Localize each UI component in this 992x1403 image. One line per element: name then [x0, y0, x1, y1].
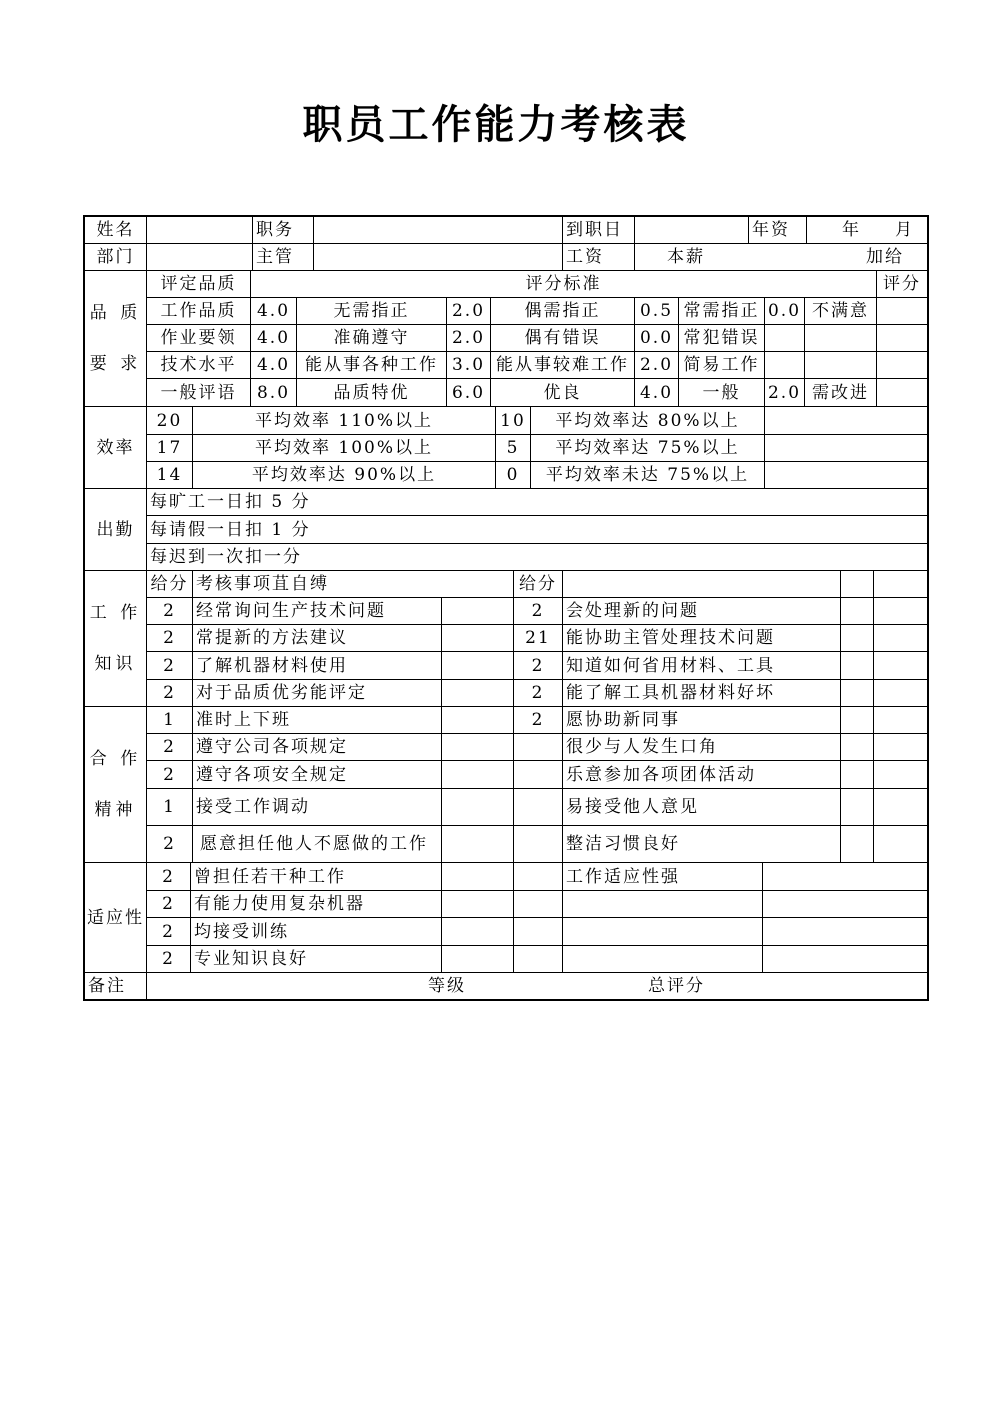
cooperation-item: 接受工作调动: [192, 788, 442, 826]
blank-cell: [441, 597, 514, 625]
quality-level-desc: 常犯错误: [678, 324, 765, 352]
knowledge-score-header-right: 给分: [513, 570, 563, 598]
quality-level-desc: 无需指正: [296, 297, 447, 325]
attendance-section-label: 出勤: [84, 488, 147, 571]
blank-cell: [441, 706, 514, 734]
name-value-cell: [146, 216, 253, 244]
quality-level-desc: 偶有错误: [490, 324, 635, 352]
knowledge-section-label-line1: 工 作: [89, 603, 142, 623]
adaptability-score: 2: [146, 862, 191, 891]
cooperation-section-label: [84, 706, 147, 863]
knowledge-item: 会处理新的问题: [562, 597, 841, 625]
quality-level-score: 0.0: [634, 324, 679, 352]
blank-cell: [562, 917, 763, 946]
quality-item-header: 评定品质: [146, 270, 251, 298]
blank-cell: [840, 760, 874, 789]
knowledge-item-header: 考核事项苴自缚: [192, 570, 514, 598]
knowledge-section-label: [84, 570, 147, 707]
blank-cell: [441, 890, 514, 918]
adaptability-score: 2: [146, 945, 191, 973]
salary-label: 工资: [562, 243, 635, 271]
attendance-rule: 每旷工一日扣 5 分: [146, 488, 928, 516]
knowledge-score: 2: [513, 651, 563, 680]
cooperation-score: 2: [513, 706, 563, 734]
name-label: 姓名: [84, 216, 147, 244]
blank-cell: [441, 760, 514, 789]
knowledge-section-label-line2: 知识: [94, 654, 137, 674]
knowledge-item: 了解机器材料使用: [192, 651, 442, 680]
quality-level-score: 2.0: [446, 297, 491, 325]
quality-item: 一般评语: [146, 378, 251, 407]
quality-score-cell: [876, 324, 928, 352]
blank-cell: [840, 733, 874, 761]
blank-cell: [762, 862, 928, 891]
knowledge-score-header: 给分: [146, 570, 193, 598]
efficiency-desc: 平均效率达 80%以上: [530, 406, 765, 435]
blank-cell: [804, 351, 877, 379]
blank-cell: [873, 624, 928, 652]
quality-level-score: 4.0: [250, 324, 297, 352]
base-pay-label: 本薪: [667, 247, 705, 267]
hire-date-value-cell: [634, 216, 749, 244]
blank-cell: [804, 324, 877, 352]
blank-cell: [840, 679, 874, 707]
cooperation-score: 1: [146, 706, 193, 734]
quality-item: 作业要领: [146, 324, 251, 352]
cooperation-section-label-line2: 精神: [94, 800, 137, 820]
blank-cell: [873, 788, 928, 826]
adaptability-item: 曾担任若干种工作: [190, 862, 442, 891]
cooperation-item: 遵守各项安全规定: [192, 760, 442, 789]
quality-level-desc: 能从事较难工作: [490, 351, 635, 379]
blank-cell: [873, 597, 928, 625]
efficiency-score: 0: [495, 461, 531, 489]
quality-item: 工作品质: [146, 297, 251, 325]
quality-section-label-line2: 要 求: [89, 354, 142, 374]
seniority-month-unit: 月: [895, 220, 914, 240]
cooperation-score-cell: [513, 788, 563, 826]
knowledge-score: 2: [146, 624, 193, 652]
attendance-rule: 每请假一日扣 1 分: [146, 515, 928, 544]
blank-cell: [840, 570, 874, 598]
knowledge-score: 2: [513, 597, 563, 625]
salary-value-cell: [634, 243, 928, 271]
blank-cell: [513, 917, 563, 946]
blank-cell: [840, 651, 874, 680]
blank-cell: [873, 825, 928, 863]
blank-cell: [441, 788, 514, 826]
cooperation-score-cell: [513, 825, 563, 863]
knowledge-score: 2: [146, 597, 193, 625]
blank-cell: [873, 570, 928, 598]
efficiency-desc: 平均效率达 75%以上: [530, 434, 765, 462]
blank-cell: [441, 624, 514, 652]
quality-level-score: 4.0: [250, 351, 297, 379]
efficiency-score: 17: [146, 434, 193, 462]
blank-cell: [873, 706, 928, 734]
allowance-label: 加给: [866, 247, 904, 267]
cooperation-item: 易接受他人意见: [562, 788, 841, 826]
efficiency-desc: 平均效率 110%以上: [192, 406, 496, 435]
knowledge-item: 对于品质优劣能评定: [192, 679, 442, 707]
attendance-rule: 每迟到一次扣一分: [146, 543, 928, 571]
efficiency-score-cell: [764, 461, 928, 489]
knowledge-item: 知道如何省用材料、工具: [562, 651, 841, 680]
blank-cell: [762, 890, 928, 918]
supervisor-value-cell: [313, 243, 563, 271]
seniority-year-unit: 年: [842, 220, 861, 240]
quality-level-score: 2.0: [446, 324, 491, 352]
quality-level-desc: 偶需指正: [490, 297, 635, 325]
adaptability-score: 2: [146, 917, 191, 946]
blank-cell: [762, 945, 928, 973]
quality-score-header: 评分: [876, 270, 928, 298]
blank-cell: [513, 862, 563, 891]
position-label: 职务: [252, 216, 314, 244]
cooperation-item: 遵守公司各项规定: [192, 733, 442, 761]
knowledge-score: 2: [146, 651, 193, 680]
cooperation-item: 乐意参加各项团体活动: [562, 760, 841, 789]
hire-date-label: 到职日: [562, 216, 635, 244]
blank-cell: [840, 706, 874, 734]
efficiency-score: 5: [495, 434, 531, 462]
remarks-cell: [146, 972, 928, 1000]
quality-score-cell: [876, 297, 928, 325]
blank-cell: [873, 733, 928, 761]
quality-score-cell: [876, 378, 928, 407]
cooperation-item: 愿意担任他人不愿做的工作: [192, 825, 442, 863]
quality-level-desc: 一般: [678, 378, 765, 407]
department-label: 部门: [84, 243, 147, 271]
cooperation-score: 2: [146, 825, 193, 863]
cooperation-item: 准时上下班: [192, 706, 442, 734]
adaptability-item: 均接受训练: [190, 917, 442, 946]
knowledge-score: 2: [513, 679, 563, 707]
adaptability-item: 专业知识良好: [190, 945, 442, 973]
quality-section-label: [84, 270, 147, 407]
blank-cell: [441, 917, 514, 946]
blank-cell: [873, 760, 928, 789]
remarks-label: 备注: [84, 972, 147, 1000]
blank-cell: [562, 945, 763, 973]
cooperation-item: 愿协助新同事: [562, 706, 841, 734]
efficiency-section-label: 效率: [84, 406, 147, 489]
cooperation-item: 很少与人发生口角: [562, 733, 841, 761]
efficiency-score: 20: [146, 406, 193, 435]
knowledge-item: 能了解工具机器材料好坏: [562, 679, 841, 707]
quality-level-score: 4.0: [250, 297, 297, 325]
efficiency-score-cell: [764, 434, 928, 462]
quality-level-score: 3.0: [446, 351, 491, 379]
quality-level-desc: 优良: [490, 378, 635, 407]
knowledge-score: 21: [513, 624, 563, 652]
cooperation-score: 1: [146, 788, 193, 826]
blank-cell: [513, 890, 563, 918]
quality-level-score: 0.5: [634, 297, 679, 325]
blank-cell: [840, 597, 874, 625]
efficiency-desc: 平均效率 100%以上: [192, 434, 496, 462]
cooperation-score: 2: [146, 760, 193, 789]
quality-level-desc: 需改进: [804, 378, 877, 407]
blank-cell: [562, 890, 763, 918]
blank-cell: [441, 825, 514, 863]
blank-cell: [441, 679, 514, 707]
quality-level-score: 6.0: [446, 378, 491, 407]
blank-cell: [764, 324, 805, 352]
cooperation-score-cell: [513, 760, 563, 789]
blank-cell: [840, 624, 874, 652]
adaptability-item: 工作适应性强: [562, 862, 763, 891]
supervisor-label: 主管: [252, 243, 314, 271]
blank-cell: [441, 862, 514, 891]
quality-level-score: 8.0: [250, 378, 297, 407]
quality-level-desc: 常需指正: [678, 297, 765, 325]
cooperation-item: 整洁习惯良好: [562, 825, 841, 863]
seniority-value-cell: [806, 216, 928, 244]
blank-cell: [764, 351, 805, 379]
quality-level-score: 0.0: [764, 297, 805, 325]
blank-cell: [562, 570, 841, 598]
efficiency-desc: 平均效率达 90%以上: [192, 461, 496, 489]
department-value-cell: [146, 243, 253, 271]
efficiency-score-cell: [764, 406, 928, 435]
quality-item: 技术水平: [146, 351, 251, 379]
blank-cell: [873, 679, 928, 707]
seniority-label: 年资: [748, 216, 807, 244]
position-value-cell: [313, 216, 563, 244]
quality-section-label-line1: 品 质: [89, 303, 142, 323]
quality-level-desc: 能从事各种工作: [296, 351, 447, 379]
blank-cell: [441, 733, 514, 761]
knowledge-item: 能协助主管处理技术问题: [562, 624, 841, 652]
quality-score-cell: [876, 351, 928, 379]
quality-standard-header: 评分标准: [250, 270, 877, 298]
adaptability-score: 2: [146, 890, 191, 918]
blank-cell: [513, 945, 563, 973]
blank-cell: [441, 945, 514, 973]
blank-cell: [873, 651, 928, 680]
quality-level-score: 4.0: [634, 378, 679, 407]
quality-level-desc: 简易工作: [678, 351, 765, 379]
total-score-label: 总评分: [648, 976, 705, 996]
cooperation-score: 2: [146, 733, 193, 761]
blank-cell: [441, 651, 514, 680]
blank-cell: [840, 825, 874, 863]
adaptability-section-label: 适应性: [84, 862, 147, 973]
blank-cell: [762, 917, 928, 946]
quality-level-desc: 不满意: [804, 297, 877, 325]
adaptability-item: 有能力使用复杂机器: [190, 890, 442, 918]
knowledge-item: 经常询问生产技术问题: [192, 597, 442, 625]
blank-cell: [840, 788, 874, 826]
form-title: 职员工作能力考核表: [302, 102, 690, 148]
efficiency-score: 10: [495, 406, 531, 435]
quality-level-desc: 品质特优: [296, 378, 447, 407]
efficiency-score: 14: [146, 461, 193, 489]
knowledge-score: 2: [146, 679, 193, 707]
cooperation-section-label-line1: 合 作: [89, 749, 142, 769]
quality-level-score: 2.0: [634, 351, 679, 379]
quality-level-score: 2.0: [764, 378, 805, 407]
efficiency-desc: 平均效率未达 75%以上: [530, 461, 765, 489]
quality-level-desc: 准确遵守: [296, 324, 447, 352]
cooperation-score-cell: [513, 733, 563, 761]
knowledge-item: 常提新的方法建议: [192, 624, 442, 652]
grade-label: 等级: [428, 976, 466, 996]
